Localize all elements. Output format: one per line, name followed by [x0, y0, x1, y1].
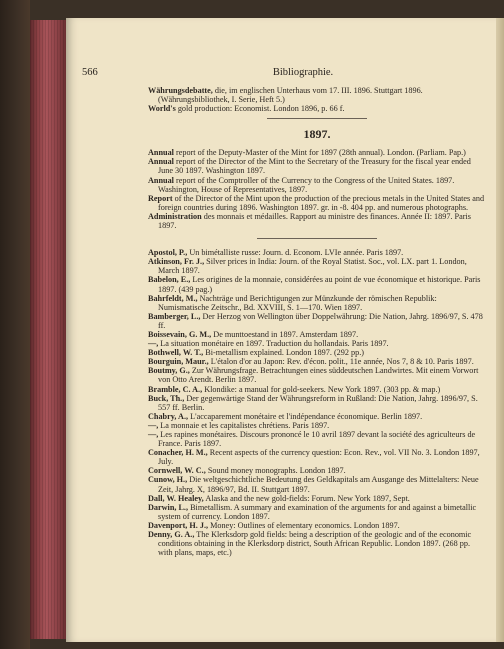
entry-text: Un bimétalliste russe: Journ. d. Econom. LVIe année. Paris 1897.	[187, 248, 404, 258]
entry-text: Recent aspects of the currency question: Econ. Rev., vol. VII No. 3. London 1897, July.	[158, 448, 480, 467]
page-fore-edge	[496, 18, 504, 642]
entry-author: Dall, W. Healey,	[148, 493, 204, 503]
entry-text: L'accaparement monétaire et l'indépendance économique. Berlin 1897.	[188, 411, 423, 421]
entry-text: La monnaie et les capitalistes chrétiens. Paris 1897.	[158, 420, 330, 430]
entry-text: De munttoestand in 1897. Amsterdam 1897.	[211, 329, 359, 339]
entry-author: Denny, G. A.,	[148, 530, 195, 540]
entry-text: Bi-metallism explained. London 1897. (292 pp.)	[203, 348, 364, 358]
bibliography-entry	[148, 148, 486, 157]
entry-text: report of the Comptroller of the Currency to the Congress of the United States. 1897. Washington, House of Representatives, 1897.	[158, 175, 455, 194]
entry-text: Klondike: a manual for gold-seekers. New York 1897. (303 pp. & map.)	[202, 384, 441, 394]
entry-text: Les rapines monétaires. Discours prononcé le 10 avril 1897 devant la société des agriculteurs de France. Paris 1897.	[158, 430, 476, 449]
entry-author: Bahrfeldt, M.,	[148, 293, 198, 303]
entry-text: des monnais et médailles. Rapport au ministre des finances. Année II: 1897. Paris 1897.	[158, 211, 471, 231]
entry-text: die, im englischen Unterhaus vom 17. III. 1896. Stuttgart 1896. (Währungsbibliothek, I. Serie, Heft 5.)	[158, 86, 423, 105]
entry-author: Darwin, L.,	[148, 502, 189, 512]
bibliography-entry	[148, 176, 486, 194]
bibliography-entry	[148, 257, 486, 275]
entry-text: The Klerksdorp gold fields: being a description of the geologic and of the economic conditions obtaining in the Klerksdorp district, South African Republic. London 1897. (268 pp. with plans, maps, etc.)	[158, 530, 472, 558]
page-spine-edge	[30, 20, 66, 639]
bibliography-entry	[148, 348, 486, 357]
bibliography-entry	[148, 448, 486, 466]
entry-text: gold production: Economist. London 1896, p. 66 f.	[175, 104, 345, 114]
bibliography-entry	[148, 86, 486, 104]
bibliography-entry	[148, 530, 486, 557]
entry-author: —,	[148, 420, 159, 430]
entry-author: Bamberger, L.,	[148, 311, 201, 321]
entry-author: Bothwell, W. T.,	[148, 348, 204, 358]
entry-text: La situation monétaire en 1897. Traduction du hollandais. Paris 1897.	[158, 339, 389, 349]
entries-1896	[148, 86, 486, 113]
bibliography-entry	[148, 394, 486, 412]
bibliography-entry	[148, 412, 486, 421]
bibliography-entry	[148, 521, 486, 530]
bibliography-entry	[148, 503, 486, 521]
entry-author: Chabry, A.,	[148, 411, 189, 421]
entry-author: Annual	[148, 148, 174, 158]
page-number: 566	[82, 67, 98, 78]
bibliography-entry	[148, 421, 486, 430]
entry-author: World's	[148, 104, 176, 114]
entry-text: Les origines de la monnaie, considérées au point de vue économique et historique. Paris 1897. (439 pag.)	[158, 275, 481, 294]
entry-text: Sound money monographs. London 1897.	[205, 466, 346, 476]
entry-text: Die weltgeschichtliche Bedeutung des Geldkapitals am Ausgange des Mittelalters: Neue Zeit, Jahrg. X, 1896/97, Bd. II. Stuttgart 1897.	[158, 475, 479, 494]
entry-text: Nachträge und Berichtigungen zur Münzkunde der römischen Republik: Numismatische Zeitschr., Bd. XXVIII, S. 1—170. Wien 1897.	[158, 293, 437, 312]
entry-text: Der gegenwärtige Stand der Währungsreform in Rußland: Die Nation, Jahrg. 1896/97, S. 557 ff. Berlin.	[158, 393, 478, 412]
entry-text: Bimetallism. A summary and examination of the arguments for and against a bimetallic system of currency. London 1897.	[158, 502, 477, 521]
entry-author: Conacher, H. M.,	[148, 448, 208, 458]
entry-author: Cornwell, W. C.,	[148, 466, 206, 476]
entry-author: Davenport, H. J.,	[148, 520, 209, 530]
entry-text: Money: Outlines of elementary economics. London 1897.	[208, 520, 400, 530]
bibliography-entry	[148, 212, 486, 230]
entry-author: Babelon, E.,	[148, 275, 191, 285]
bibliography-entry	[148, 339, 486, 348]
bibliography-entry	[148, 357, 486, 366]
bibliography-entry	[148, 466, 486, 475]
entry-author: Apostol, P.,	[148, 248, 188, 258]
bibliography-entry	[148, 104, 486, 113]
entry-text: of the Director of the Mint upon the production of the precious metals in the United States and foreign countries during 1896. Washington 1897. gr. in -8. 404 pp. and numerous photographs.	[158, 193, 485, 212]
bibliography-entry	[148, 294, 486, 312]
entries-1897-official	[148, 148, 486, 230]
entry-text: Zur Währungsfrage. Betrachtungen eines süddeutschen Landwirtes. Mit einem Vorwort von Otto Arendt. Berlin 1897.	[158, 366, 479, 385]
bibliography-entry	[148, 430, 486, 448]
book-cover-edge	[0, 0, 30, 649]
entry-text: Silver prices in India: Journ. of the Royal Statist. Soc., vol. LX. part 1. London, March 1897.	[158, 257, 467, 276]
entry-text: Der Herzog von Wellington über Doppelwährung: Die Nation, Jahrg. 1896/97, S. 478 ff.	[158, 311, 483, 330]
entry-text: report of the Director of the Mint to the Secretary of the Treasury for the fiscal year ended June 30 1897. Washington 1897.	[158, 157, 471, 176]
entries-1897-authors	[148, 248, 486, 557]
bibliography-entry	[148, 312, 486, 330]
entry-text: report of the Deputy-Master of the Mint for 1897 (28th annual). London. (Parliam. Pap.)	[173, 148, 466, 158]
entry-text: L'étalon d'or au Japon: Rev. d'écon. polit., 11e année, Nos 7, 8 & 10. Paris 1897.	[208, 357, 474, 367]
year-heading: 1897.	[303, 127, 331, 142]
entry-author: Cunow, H.,	[148, 475, 188, 485]
entry-author: Währungsdebatte,	[148, 86, 213, 95]
entry-author: Annual	[148, 175, 174, 185]
bibliography-entry	[148, 366, 486, 384]
bibliography-entry	[148, 494, 486, 503]
bibliography-entry	[148, 248, 486, 257]
bibliography-entry	[148, 275, 486, 293]
entry-author: Atkinson, Fr. J.,	[148, 257, 205, 267]
running-title: Bibliographie.	[272, 67, 334, 78]
bibliography-entry	[148, 330, 486, 339]
bibliography-entry	[148, 385, 486, 394]
bibliography-content	[148, 86, 486, 557]
entry-author: Bourguin, Maur.,	[148, 357, 209, 367]
entry-author: Buck, Th.,	[148, 393, 185, 403]
entry-author: Administration	[148, 211, 202, 221]
bibliography-entry	[148, 157, 486, 175]
bibliography-entry	[148, 475, 486, 493]
bibliography-entry	[148, 194, 486, 212]
entry-author: —,	[148, 339, 159, 349]
entry-author: Report	[148, 193, 173, 203]
section-divider	[257, 238, 377, 239]
entry-author: Annual	[148, 157, 174, 167]
entry-text: Alaska and the new gold-fields: Forum. New York 1897, Sept.	[203, 493, 410, 503]
entry-author: Bramble, C. A.,	[148, 384, 203, 394]
entry-author: —,	[148, 430, 159, 439]
section-divider	[267, 118, 367, 119]
entry-author: Boissevain, G. M.,	[148, 329, 212, 339]
entry-author: Boutmy, G.,	[148, 366, 190, 376]
